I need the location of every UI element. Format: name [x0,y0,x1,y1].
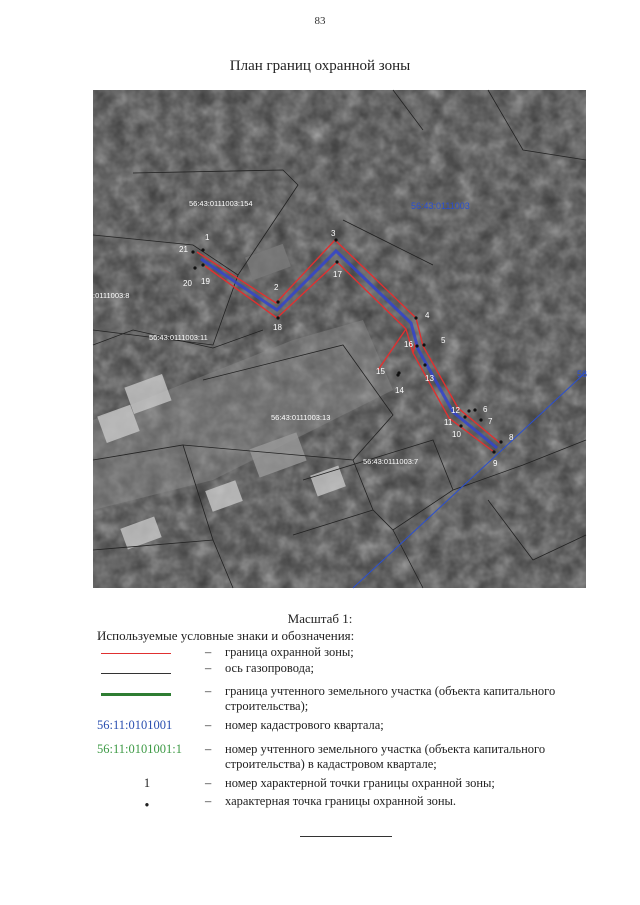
parcel-label-13: 56:43:0111003:13 [271,413,331,422]
legend-text: граница учтенного земельного участка (объекта капитального строительства); [225,684,556,713]
axis-line-icon [101,673,171,674]
legend-text: характерная точка границы охранной зоны. [225,794,457,808]
parcel-number-symbol: 56:11:0101001:1 [97,742,182,756]
quarter-label-edge: 56 [577,369,588,379]
point-label: 6 [483,405,488,414]
point-label: 21 [179,245,188,254]
point-number-symbol: 1 [143,776,151,790]
parcel-label-7: 56:43:0111003:7 [363,457,419,466]
legend-dash: – [205,645,212,659]
point-label: 16 [404,340,413,349]
point-label: 10 [452,430,461,439]
page-title: План границ охранной зоны [229,58,411,74]
point-label: 7 [488,417,493,426]
point-label: 9 [493,459,498,468]
point-label: 13 [425,374,434,383]
point-label: 5 [441,336,446,345]
parcel-label-8: :0111003:8 [93,291,130,300]
point-label: 1 [205,233,210,242]
quarter-label: 56:43:0111003 [411,201,470,211]
legend-dash: – [205,718,212,732]
parcel-label-154: 56:43:0111003:154 [189,199,253,208]
legend-text: ось газопровода; [225,661,315,675]
point-label: 3 [331,229,336,238]
legend-text: номер учтенного земельного участка (объекта капитального строительства) в кадастровом квартале; [225,742,546,771]
legend-text: номер характерной точки границы охранной зоны; [225,776,495,790]
point-label: 8 [509,433,514,442]
legend-text: граница охранной зоны; [225,645,354,659]
legend-dash: – [205,776,212,790]
point-label: 12 [451,406,460,415]
legend-dash: – [205,661,212,675]
point-label: 2 [274,283,279,292]
legend-text: номер кадастрового квартала; [225,718,384,732]
red-line-icon [101,653,171,654]
point-label: 20 [183,279,192,288]
green-line-icon [101,693,171,696]
point-dot-icon: • [144,798,150,812]
legend-heading: Используемые условные знаки и обозначения: [97,628,355,643]
footer-divider [300,836,392,837]
point-label: 4 [425,311,430,320]
point-label: 17 [333,270,342,279]
point-label: 11 [444,418,453,427]
legend-dash: – [205,684,212,698]
map-scale: Масштаб 1: [287,611,353,626]
legend-dash: – [205,794,212,808]
parcel-label-11: 56:43:0111003:11 [149,333,208,342]
point-label: 19 [201,277,210,286]
page-number: 83 [314,15,326,27]
aerial-map [93,90,586,588]
quarter-symbol: 56:11:0101001 [97,718,173,732]
point-label: 18 [273,323,282,332]
map-svg [93,90,586,588]
point-label: 14 [395,386,404,395]
point-label: 15 [376,367,385,376]
legend-dash: – [205,742,212,756]
